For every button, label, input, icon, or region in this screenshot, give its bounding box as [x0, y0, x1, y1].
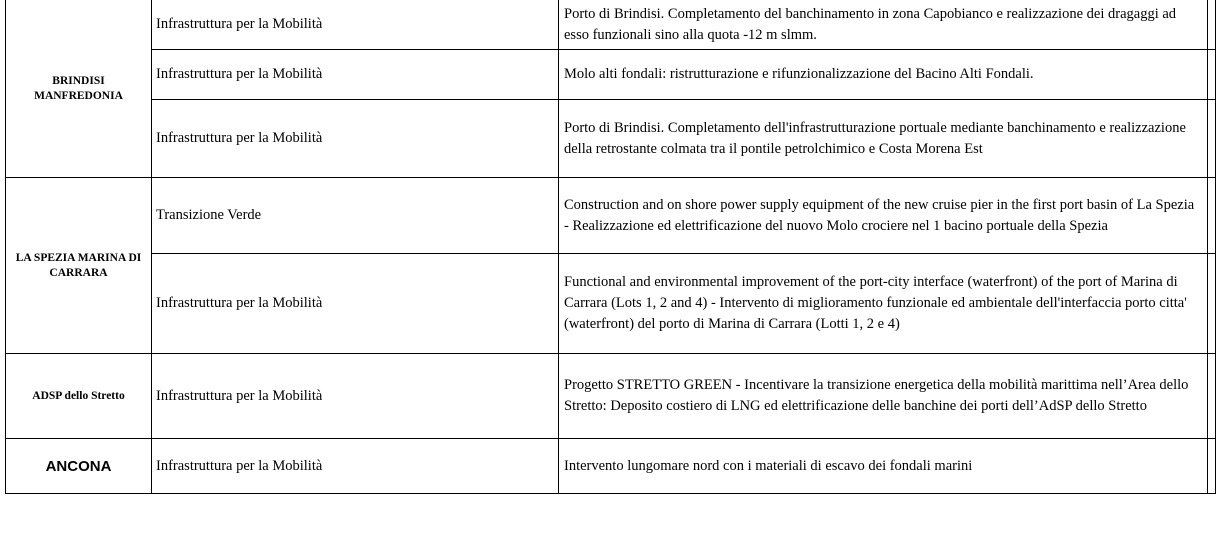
port-cell: ADSP dello Stretto [6, 354, 152, 439]
table-row [6, 178, 1216, 254]
projects-table [5, 0, 1216, 494]
table-row [6, 439, 1216, 494]
description-cell: Porto di Brindisi. Completamento del banchinamento in zona Capobianco e realizzazione dei dragaggi ad esso funzionali sino alla quota -12 m slmm. [559, 0, 1208, 50]
category-cell: Infrastruttura per la Mobilità [152, 354, 559, 439]
description-cell: Molo alti fondali: ristrutturazione e rifunzionalizzazione del Bacino Alti Fondali. [559, 50, 1208, 100]
table-row [6, 100, 1216, 178]
category-cell: Infrastruttura per la Mobilità [152, 439, 559, 494]
description-cell: Construction and on shore power supply equipment of the new cruise pier in the first port basin of La Spezia - Realizzazione ed elettrificazione del nuovo Molo crociere nel 1 bacino portuale della Spezia [559, 178, 1208, 254]
table-row [6, 254, 1216, 354]
category-cell: Infrastruttura per la Mobilità [152, 100, 559, 178]
port-cell: ANCONA [6, 439, 152, 494]
port-cell: LA SPEZIA MARINA DI CARRARA [6, 178, 152, 354]
category-cell: Infrastruttura per la Mobilità [152, 0, 559, 50]
category-cell: Infrastruttura per la Mobilità [152, 50, 559, 100]
description-cell: Porto di Brindisi. Completamento dell'infrastrutturazione portuale mediante banchinamento e realizzazione della retrostante colmata tra il pontile petrolchimico e Costa Morena Est [559, 100, 1208, 178]
table-row [6, 50, 1216, 100]
description-cell: Intervento lungomare nord con i materiali di escavo dei fondali marini [559, 439, 1208, 494]
description-cell: Functional and environmental improvement of the port-city interface (waterfront) of the port of Marina di Carrara (Lots 1, 2 and 4) - Intervento di miglioramento funzionale ed ambientale dell'interfaccia porto citta' (waterfront) del porto di Marina di Carrara (Lotti 1, 2 e 4) [559, 254, 1208, 354]
category-cell: Transizione Verde [152, 178, 559, 254]
table-row [6, 354, 1216, 439]
category-cell: Infrastruttura per la Mobilità [152, 254, 559, 354]
description-cell: Progetto STRETTO GREEN - Incentivare la transizione energetica della mobilità marittima nell’Area dello Stretto: Deposito costiero di LNG ed elettrificazione delle banchine dei porti dell’AdSP dello Stretto [559, 354, 1208, 439]
table-row [6, 0, 1216, 50]
port-cell: BRINDISI MANFREDONIA [6, 0, 152, 178]
